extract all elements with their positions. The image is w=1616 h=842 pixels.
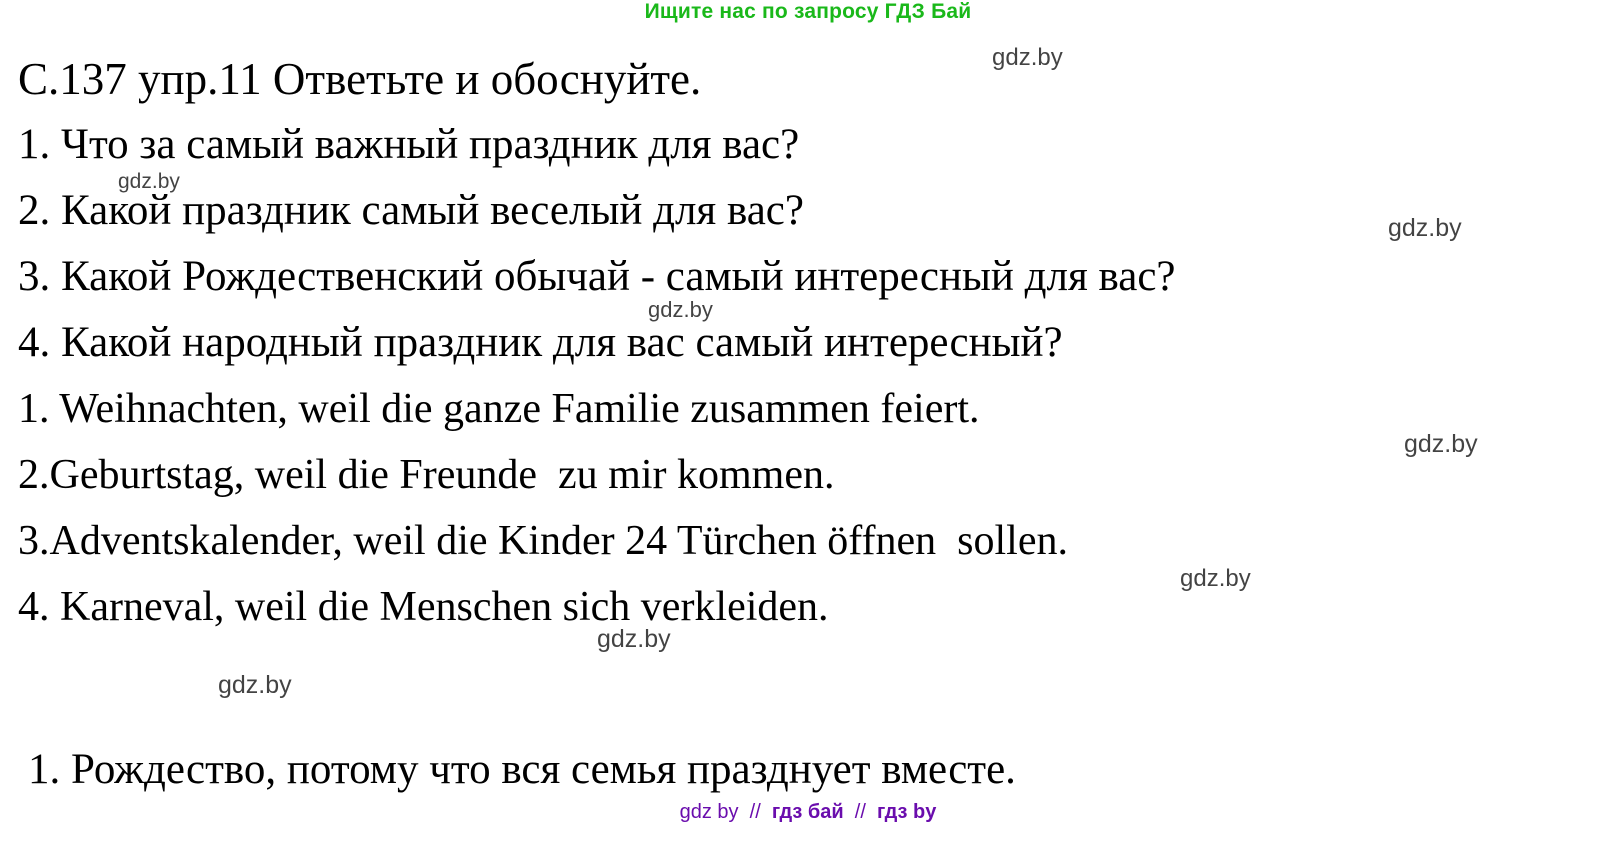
- page-title: С.137 упр.11 Ответьте и обоснуйте.: [18, 54, 702, 104]
- promo-banner: Ищите нас по запросу ГДЗ Бай: [644, 0, 972, 23]
- question-1: 1. Что за самый важный праздник для вас?: [18, 121, 800, 168]
- watermark: gdz.by: [648, 297, 713, 322]
- footer-sep-2: //: [843, 801, 878, 823]
- document-content: [18, 46, 1598, 800]
- footer-links: [0, 801, 1616, 824]
- watermark: gdz.by: [992, 44, 1063, 71]
- spacer: [18, 640, 1598, 740]
- watermark: gdz.by: [1404, 430, 1478, 458]
- answer-4: 4. Karneval, weil die Menschen sich verkleiden.: [18, 584, 829, 630]
- watermark: gdz.by: [597, 625, 671, 653]
- answer-3: 3.Adventskalender, weil die Kinder 24 Türchen öffnen sollen.: [18, 518, 1068, 564]
- question-4: 4. Какой народный праздник для вас самый интересный?: [18, 319, 1063, 366]
- answer-2: 2.Geburtstag, weil die Freunde zu mir kommen.: [18, 452, 835, 498]
- watermark: gdz.by: [1388, 214, 1462, 242]
- watermark: gdz.by: [218, 671, 292, 699]
- question-3: 3. Какой Рождественский обычай - самый интересный для вас?: [18, 253, 1176, 300]
- footer-part-2: гдз бай: [771, 801, 844, 823]
- watermark: gdz.by: [118, 170, 180, 193]
- answer-1: 1. Weihnachten, weil die ganze Familie zusammen feiert.: [18, 386, 980, 432]
- translation-line: 1. Рождество, потому что вся семья празднует вместе.: [28, 746, 1016, 793]
- footer-part-1: gdz by: [679, 801, 739, 823]
- footer-part-3: гдз by: [877, 801, 937, 823]
- watermark: gdz.by: [1180, 565, 1251, 592]
- footer-sep-1: //: [738, 801, 772, 823]
- question-2: 2. Какой праздник самый веселый для вас?: [18, 187, 804, 234]
